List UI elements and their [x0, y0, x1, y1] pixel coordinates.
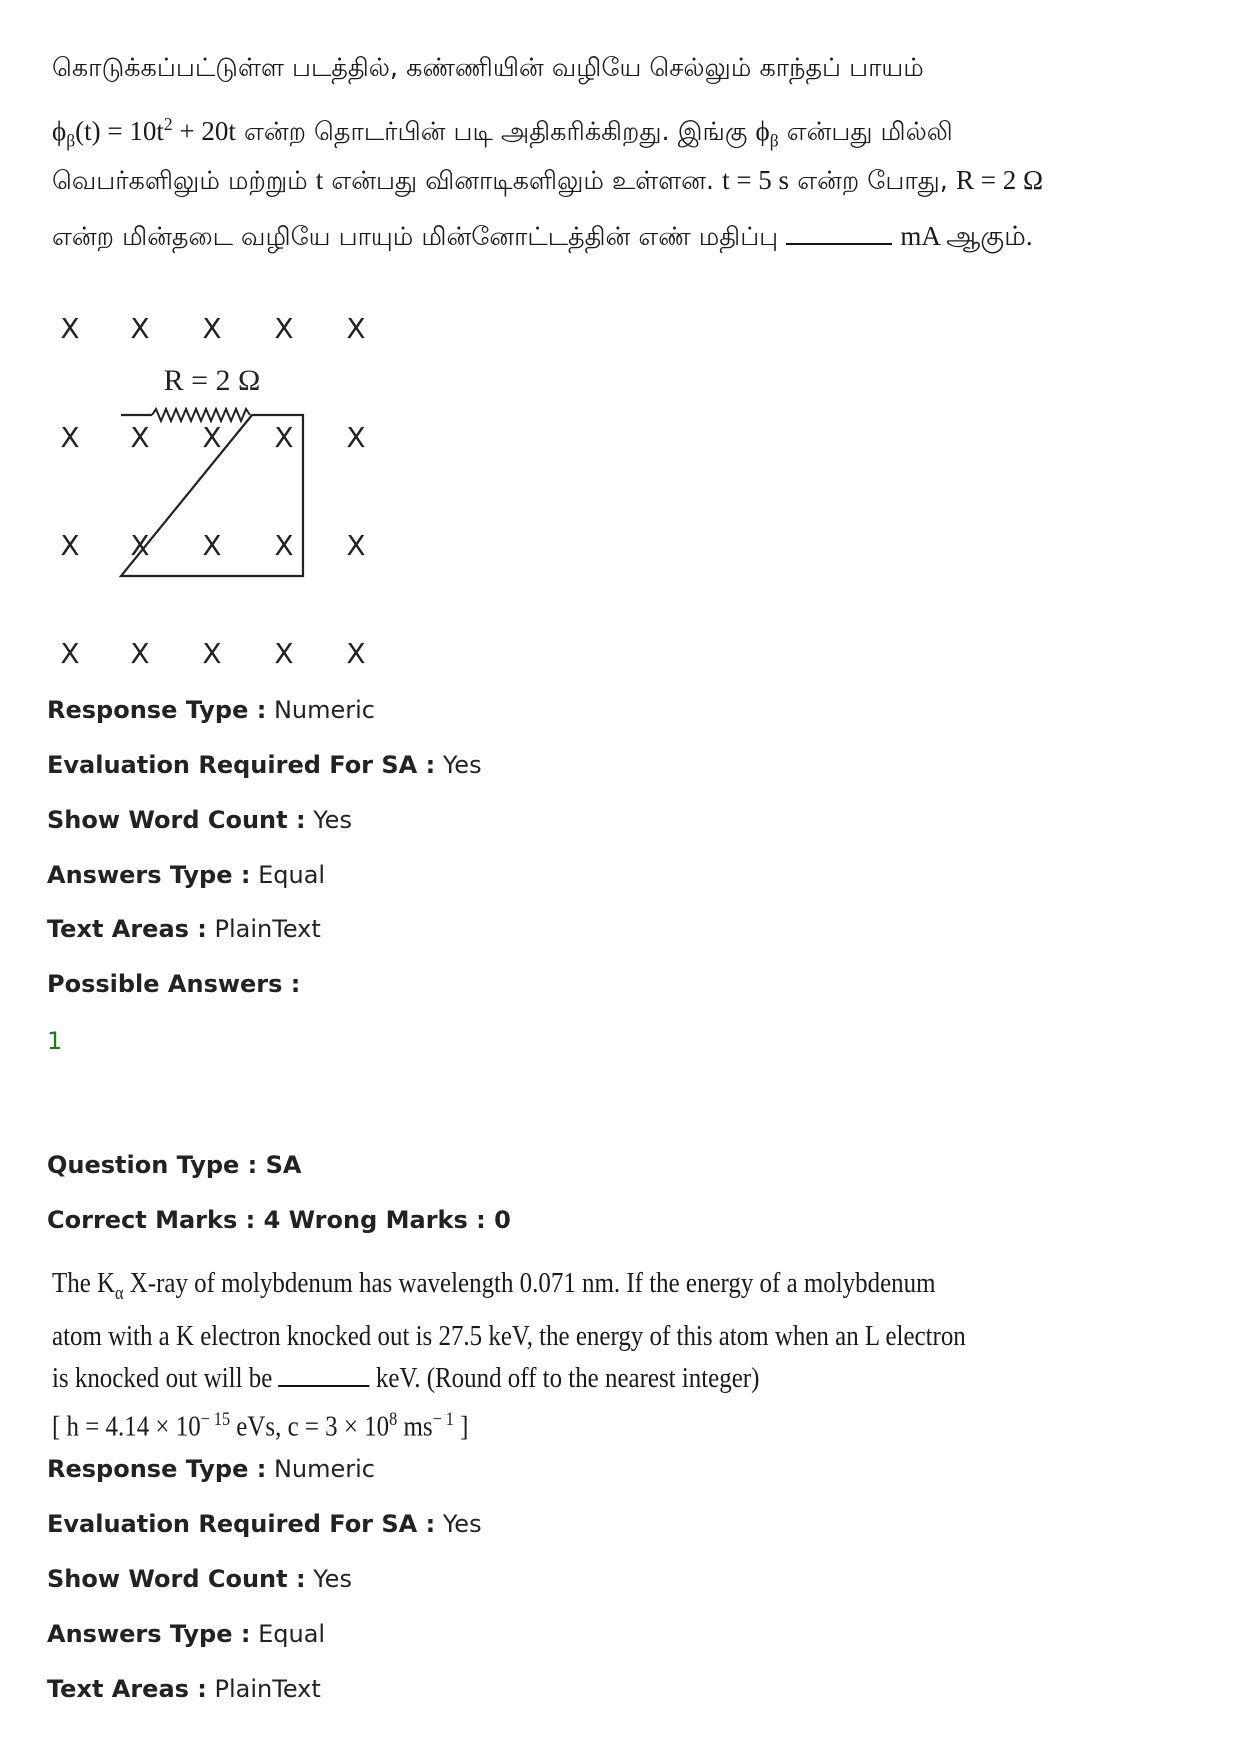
answer-blank	[786, 221, 892, 245]
field-cross: X	[60, 312, 80, 345]
text-areas-row: Text Areas : PlainText	[47, 915, 321, 943]
marks-row: Correct Marks : 4 Wrong Marks : 0	[47, 1206, 511, 1234]
evaluation-row: Evaluation Required For SA : Yes	[47, 751, 482, 779]
field-cross: X	[202, 529, 222, 562]
circuit-diagram	[52, 310, 392, 680]
q1-line-2: $\phi_\beta(t) = 10t^2 + 20t$ என்ற தொடர்பின் படி அதிகரிக்கிறது. இங்கு $\phi_\beta$ என்பது மில்லி	[52, 114, 953, 151]
field-cross: X	[274, 529, 294, 562]
word-count-row: Show Word Count : Yes	[47, 806, 352, 834]
text-areas-row: Text Areas : PlainText	[47, 1675, 321, 1703]
word-count-row: Show Word Count : Yes	[47, 1565, 352, 1593]
field-cross: X	[346, 529, 366, 562]
field-cross: X	[274, 637, 294, 670]
field-cross: X	[274, 421, 294, 454]
field-cross: X	[130, 637, 150, 670]
answers-type-row: Answers Type : Equal	[47, 861, 326, 889]
possible-answers-row: Possible Answers :	[47, 970, 301, 998]
evaluation-row: Evaluation Required For SA : Yes	[47, 1510, 482, 1538]
resistor-label: R = 2 Ω	[163, 364, 261, 397]
field-cross: X	[202, 637, 222, 670]
field-cross: X	[346, 421, 366, 454]
circuit-figure	[52, 310, 392, 680]
field-cross: X	[60, 421, 80, 454]
question-2-text	[52, 1262, 966, 1447]
q1-line-3: வெபர்களிலும் மற்றும் t என்பது வினாடிகளிலும் உள்ளன. t = 5 s என்ற போது, R = 2 Ω	[52, 165, 1044, 196]
response-type-row: Response Type : Numeric	[47, 1455, 375, 1483]
field-cross: X	[202, 312, 222, 345]
field-cross: X	[60, 637, 80, 670]
question-1-text	[52, 40, 1044, 264]
field-cross: X	[130, 312, 150, 345]
q2-line-2: atom with a K electron knocked out is 27.5 keV, the energy of this atom when an L electron	[52, 1319, 966, 1352]
field-cross: X	[346, 312, 366, 345]
response-type-row: Response Type : Numeric	[47, 696, 375, 724]
field-cross: X	[130, 421, 150, 454]
field-cross: X	[346, 637, 366, 670]
q1-line-1: கொடுக்கப்பட்டுள்ள படத்தில், கண்ணியின் வழியே செல்லும் காந்தப் பாயம்	[52, 53, 924, 83]
answers-type-row: Answers Type : Equal	[47, 1620, 326, 1648]
answer-blank	[279, 1363, 370, 1387]
field-cross: X	[274, 312, 294, 345]
q2-line-3: is knocked out will be keV. (Round off to the nearest integer)	[52, 1361, 760, 1394]
field-cross: X	[130, 529, 150, 562]
field-cross: X	[202, 421, 222, 454]
q1-line-4: என்ற மின்தடை வழியே பாயும் மின்னோட்டத்தின் எண் மதிப்பு mA ஆகும்.	[52, 221, 1033, 252]
possible-answer-value: 1	[47, 1027, 63, 1055]
q2-line-4: [ $h = 4.14 \times 10^{- 15}$ eVs, $c = 3 \times 10^8$ $ms^{- 1}$ ]	[52, 1408, 469, 1443]
question-type: Question Type : SA	[47, 1151, 302, 1179]
q2-line-1: The $K_\alpha$ X-ray of molybdenum has wavelength 0.071 nm. If the energy of a molybdenum	[52, 1267, 936, 1304]
resistor-zigzag	[152, 409, 250, 421]
field-cross: X	[60, 529, 80, 562]
